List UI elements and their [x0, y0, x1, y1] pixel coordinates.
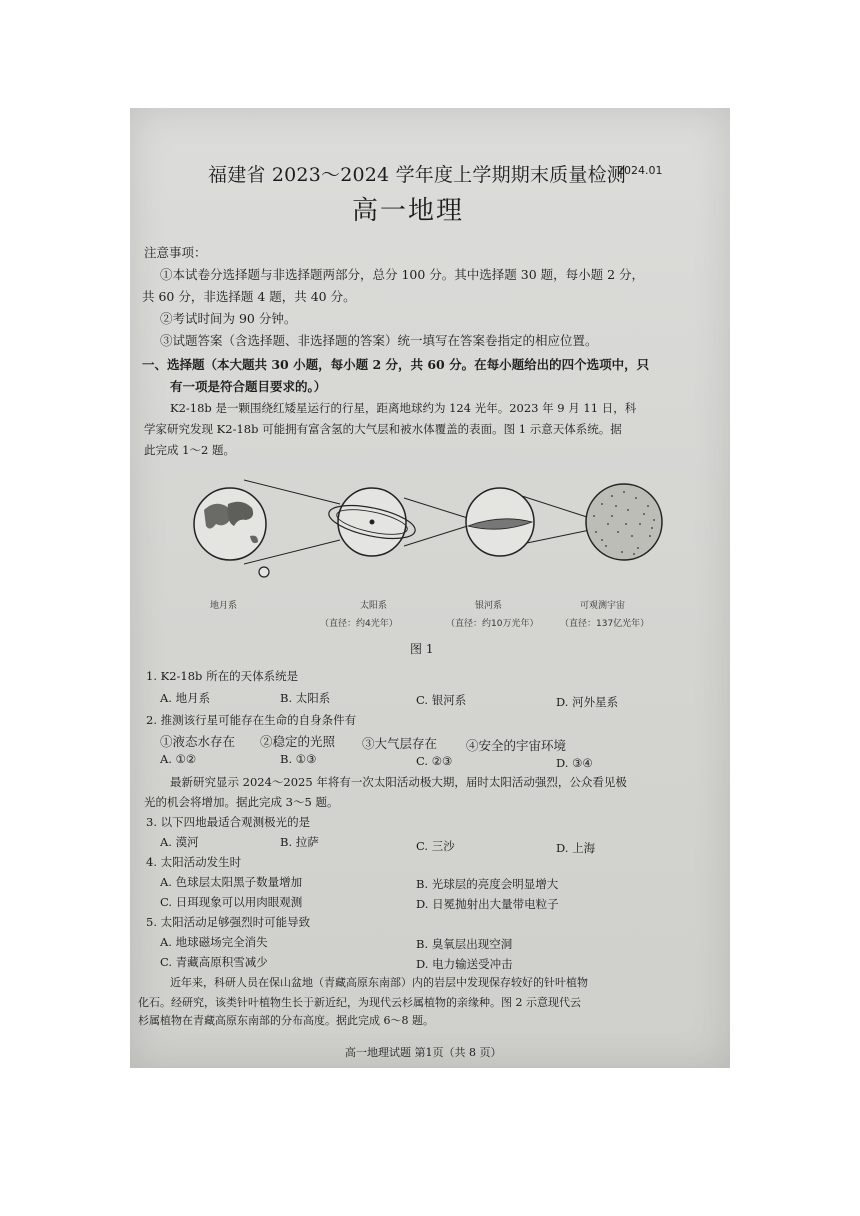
sun-dot — [370, 520, 375, 525]
section-heading-cont: 有一项是符合题目要求的。） — [170, 379, 327, 394]
question-3-option-c: C. 三沙 — [416, 839, 455, 853]
moon-circle — [259, 567, 269, 577]
question-2-condition-2: ②稳定的光照 — [260, 734, 336, 749]
question-3-option-a: A. 漠河 — [160, 835, 199, 849]
figure-diameter-universe: （直径：137亿光年） — [560, 619, 650, 629]
question-5-option-d: D. 电力输送受冲击 — [416, 957, 513, 971]
question-2-condition-1: ①液态水存在 — [160, 734, 236, 749]
passage1-line: K2-18b 是一颗围绕红矮星运行的行星，距离地球约为 124 光年。2023 年 9 月 11 日，科 — [170, 401, 637, 415]
notice-item-3: ③试题答案（含选择题、非选择题的答案）统一填写在答案卷指定的相应位置。 — [160, 333, 598, 348]
question-3-option-b: B. 拉萨 — [280, 835, 319, 849]
exam-date: 2024.01 — [617, 164, 663, 177]
question-4-option-c: C. 日珥现象可以用肉眼观测 — [160, 895, 303, 909]
figure-label-earth-moon: 地月系 — [210, 601, 238, 611]
question-1-option-a: A. 地月系 — [160, 691, 211, 705]
question-1-option-b: B. 太阳系 — [280, 691, 331, 705]
question-2-option-c: C. ②③ — [416, 754, 453, 768]
connector-line — [404, 498, 474, 520]
figure-title: 图 1 — [410, 642, 434, 656]
notice-heading: 注意事项： — [144, 245, 207, 260]
question-4-option-b: B. 光球层的亮度会明显增大 — [416, 877, 559, 891]
question-2-option-b: B. ①③ — [280, 752, 317, 766]
subject-title: 高一地理 — [352, 196, 465, 226]
notice-item-1: ①本试卷分选择题与非选择题两部分，总分 100 分。其中选择题 30 题，每小题 2 分， — [160, 267, 645, 282]
connector-line — [244, 480, 340, 504]
question-5-option-c: C. 青藏高原积雪减少 — [160, 955, 268, 969]
question-5-option-a: A. 地球磁场完全消失 — [160, 935, 268, 949]
question-2-condition-3: ③大气层存在 — [362, 736, 438, 751]
question-1-option-d: D. 河外星系 — [556, 695, 619, 709]
notice-item-1-cont: 共 60 分，非选择题 4 题，共 40 分。 — [142, 289, 356, 304]
passage1-line: 此完成 1～2 题。 — [144, 443, 235, 457]
question-3-stem: 3. 以下四地最适合观测极光的是 — [146, 815, 311, 829]
exam-title: 福建省 2023～2024 学年度上学期期末质量检测 — [208, 164, 626, 186]
question-2-stem: 2. 推测该行星可能存在生命的自身条件有 — [146, 713, 357, 727]
figure-label-observable-universe: 可观测宇宙 — [580, 601, 626, 611]
question-1-option-c: C. 银河系 — [416, 693, 467, 707]
question-4-option-a: A. 色球层太阳黑子数量增加 — [160, 875, 303, 889]
section-heading: 一、选择题（本大题共 30 小题，每小题 2 分，共 60 分。在每小题给出的四个选项中，只 — [142, 357, 650, 372]
figure-diameter-milky-way: （直径：约10万光年） — [446, 619, 539, 629]
question-2-condition-4: ④安全的宇宙环境 — [466, 738, 567, 753]
passage2-line: 光的机会将增加。据此完成 3～5 题。 — [144, 795, 339, 809]
notice-item-2: ②考试时间为 90 分钟。 — [160, 311, 297, 326]
passage3-line: 近年来，科研人员在保山盆地（青藏高原东南部）内的岩层中发现保存较好的针叶植物 — [170, 976, 588, 989]
passage3-line: 化石。经研究，该类针叶植物生长于新近纪，为现代云杉属植物的亲缘种。图 2 示意现代云 — [138, 996, 581, 1009]
question-2-option-a: A. ①② — [160, 752, 197, 766]
earth-circle — [194, 488, 266, 560]
question-4-option-d: D. 日冕抛射出大量带电粒子 — [416, 897, 559, 911]
question-5-option-b: B. 臭氧层出现空洞 — [416, 937, 513, 951]
passage2-line: 最新研究显示 2024～2025 年将有一次太阳活动极大期，届时太阳活动强烈，公众看见极 — [170, 775, 627, 789]
passage1-line: 学家研究发现 K2-18b 可能拥有富含氢的大气层和被水体覆盖的表面。图 1 示意天体系统。据 — [144, 422, 622, 436]
question-1-stem: 1. K2-18b 所在的天体系统是 — [146, 669, 299, 683]
question-3-option-d: D. 上海 — [556, 841, 596, 855]
figure-diameter-solar-system: （直径：约4光年） — [320, 619, 398, 629]
question-4-stem: 4. 太阳活动发生时 — [146, 855, 242, 869]
passage3-line: 杉属植物在青藏高原东南部的分布高度。据此完成 6～8 题。 — [138, 1014, 434, 1027]
figure-label-milky-way: 银河系 — [475, 601, 503, 611]
exam-paper — [130, 108, 730, 1068]
question-5-stem: 5. 太阳活动足够强烈时可能导致 — [146, 915, 311, 929]
figure-label-solar-system: 太阳系 — [360, 601, 388, 611]
question-2-option-d: D. ③④ — [556, 756, 593, 770]
observable-universe-circle — [586, 484, 662, 560]
page-footer: 高一地理试题 第1页（共 8 页） — [345, 1046, 502, 1059]
